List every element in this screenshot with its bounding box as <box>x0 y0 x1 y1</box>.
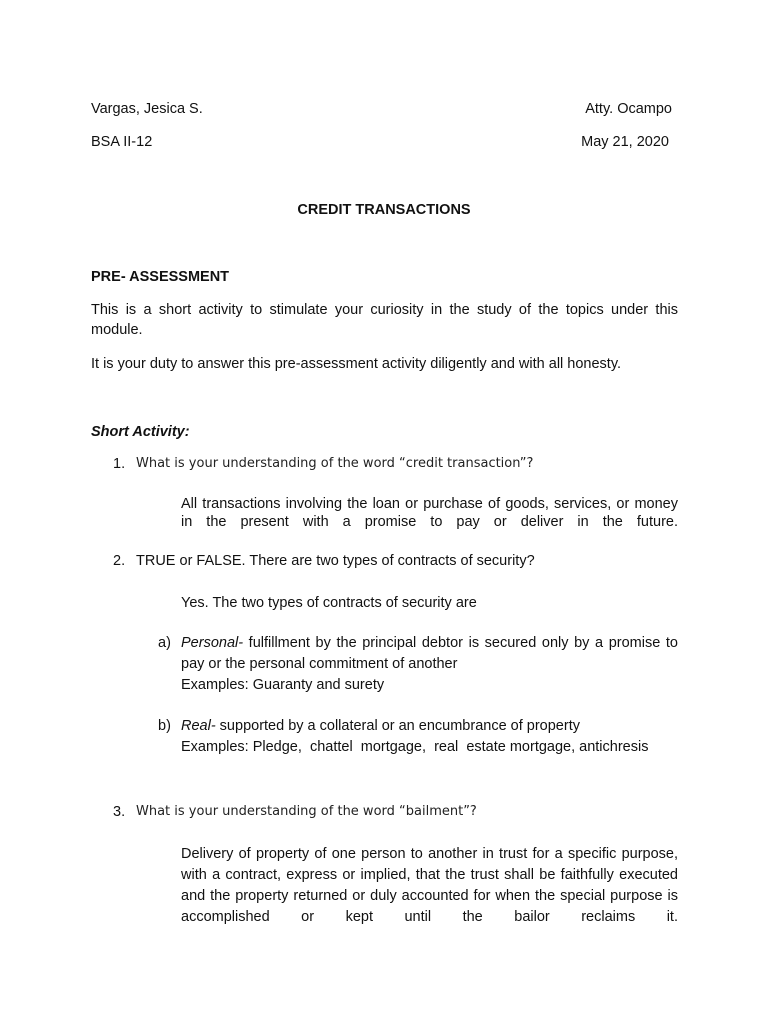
question-3-number: 3. <box>113 804 126 820</box>
question-2-number: 2. <box>113 553 126 569</box>
section-label: BSA II-12 <box>91 134 153 150</box>
short-activity-heading: Short Activity: <box>91 424 190 440</box>
list-item-real <box>181 716 678 736</box>
answer-3-text: Delivery of property of one person to another in trust for a specific purpose, with a contract, express or implied, that the trust shall be faithfully executed and the property returned or duly accounted for when the special purpose is accomplished or kept until the bailor reclaims it. <box>181 846 678 925</box>
personal-description: fulfillment by the principal debtor is secured only by a promise to pay or the personal commitment of another <box>181 635 678 672</box>
question-1-number: 1. <box>113 456 126 472</box>
personal-examples: Examples: Guaranty and surety <box>181 677 385 693</box>
term-personal: Personal- <box>181 635 244 651</box>
instructor-name: Atty. Ocampo <box>585 101 672 117</box>
real-examples: Examples: Pledge, chattel mortgage, real estate mortgage, antichresis <box>181 739 649 755</box>
question-1-text: What is your understanding of the word “credit transaction”? <box>136 456 534 471</box>
date-label: May 21, 2020 <box>581 134 669 150</box>
list-item-personal <box>181 633 678 675</box>
pre-assessment-intro-1: This is a short activity to stimulate your curiosity in the study of the topics under this module. <box>91 302 678 338</box>
answer-2-intro: Yes. The two types of contracts of security are <box>181 595 477 611</box>
answer-1-text: All transactions involving the loan or purchase of goods, services, or money in the present with a promise to pay or deliver in the future. <box>181 496 678 530</box>
question-2-text: TRUE or FALSE. There are two types of contracts of security? <box>136 553 535 569</box>
list-item-marker: a) <box>158 635 171 651</box>
term-real: Real- <box>181 718 216 734</box>
question-3-text: What is your understanding of the word “bailment”? <box>136 804 477 819</box>
list-item-marker: b) <box>158 718 171 734</box>
real-description: supported by a collateral or an encumbrance of property <box>215 718 580 734</box>
pre-assessment-intro-2: It is your duty to answer this pre-assessment activity diligently and with all honesty. <box>91 356 622 372</box>
student-name: Vargas, Jesica S. <box>91 101 203 117</box>
pre-assessment-heading: PRE- ASSESSMENT <box>91 269 230 285</box>
document-title: CREDIT TRANSACTIONS <box>297 202 471 218</box>
